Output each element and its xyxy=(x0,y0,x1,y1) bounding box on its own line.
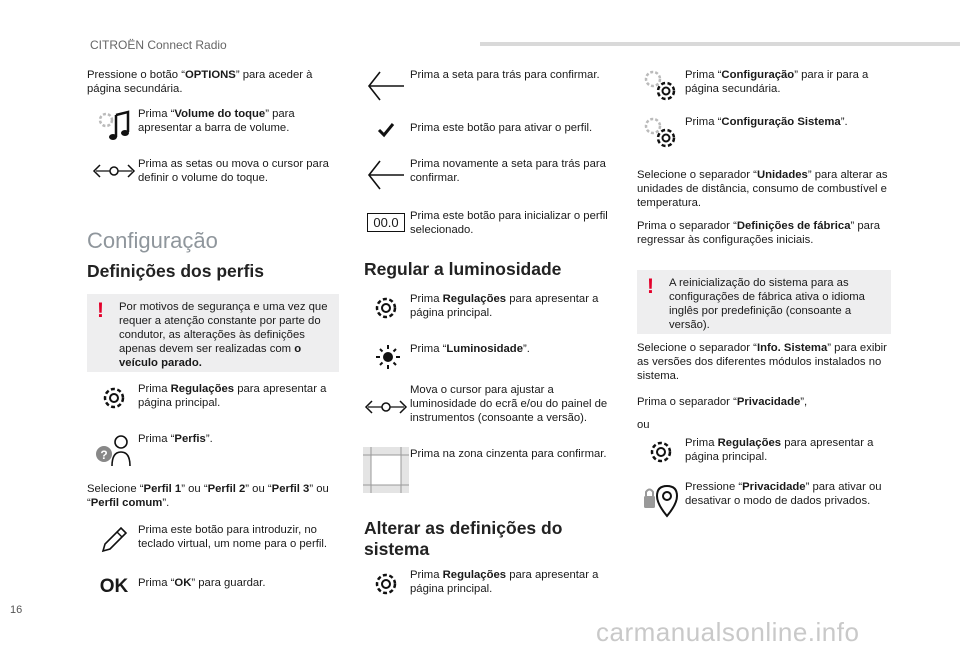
reset-row xyxy=(362,209,612,249)
grey-zone-icon xyxy=(362,447,410,493)
sys-config-row xyxy=(637,115,892,155)
pencil-row xyxy=(90,523,340,563)
or-text: ou xyxy=(637,419,650,431)
svg-text:?: ? xyxy=(100,448,108,462)
ok-icon: OK xyxy=(99,576,129,597)
select-profile-text: Selecione “Perfil 1” ou “Perfil 2” ou “Perfil 3” ou “Perfil comum”. xyxy=(87,483,329,509)
section-heading-config: Configuração xyxy=(87,228,218,253)
check-row xyxy=(362,121,612,143)
brightness-settings-text: Prima Regulações para apresentar a página principal. xyxy=(410,293,599,319)
privacy-text: Prima o separador “Privacidade”, xyxy=(637,396,808,408)
settings-text: Prima Regulações para apresentar a página principal. xyxy=(138,383,327,409)
cursor-row xyxy=(362,383,612,433)
back2-text: Prima novamente a seta para trás para confirmar. xyxy=(410,158,606,184)
double-gear-icon xyxy=(637,115,685,155)
watermark: carmanualsonline.info xyxy=(596,617,860,647)
back2-row xyxy=(362,157,612,197)
factory-text: Prima o separador “Definições de fábrica” para regressar às configurações iniciais. xyxy=(637,220,880,246)
double-gear-icon xyxy=(637,68,685,108)
grey-zone-row xyxy=(362,447,612,493)
heading-system: Alterar as definições do sistema xyxy=(364,518,563,559)
privacy-settings-text: Prima Regulações para apresentar a página principal. xyxy=(685,437,874,463)
system-settings-text: Prima Regulações para apresentar a página principal. xyxy=(410,569,599,595)
slider-arrows-icon xyxy=(90,157,138,197)
gear-icon xyxy=(90,382,138,422)
check-text: Prima este botão para ativar o perfil. xyxy=(410,122,593,134)
volume-text: Prima “Volume do toque” para apresentar a barra de volume. xyxy=(138,108,295,134)
safety-warning: ! Por motivos de segurança e uma vez que requer a atenção constante por parte do condutor, as alterações às definições apenas devem ser realizadas com o veículo parado. xyxy=(87,294,339,372)
privacy-toggle-text: Pressione “Privacidade” para ativar ou desativar o modo de dados privados. xyxy=(685,481,882,507)
brightness-icon xyxy=(362,342,410,382)
pencil-icon xyxy=(90,523,138,563)
reset-text: Prima este botão para inicializar o perfil selecionado. xyxy=(410,210,608,236)
back-arrow-icon xyxy=(362,68,410,108)
ok-text: Prima “OK” para guardar. xyxy=(138,577,266,589)
page-number: 16 xyxy=(10,604,23,616)
gear-music-icon xyxy=(90,107,138,147)
volume-row xyxy=(90,107,340,147)
warning-icon: ! xyxy=(647,275,654,298)
units-text: Selecione o separador “Unidades” para alterar as unidades de distância, consumo de combustível e temperatura. xyxy=(637,169,888,209)
cursor-text: Mova o cursor para ajustar a luminosidade do ecrã e/ou do painel de instrumentos (consoante a versão). xyxy=(410,384,608,424)
checkmark-icon xyxy=(362,121,410,143)
system-settings-row xyxy=(362,568,612,608)
profile-icon xyxy=(90,432,138,472)
profiles-row xyxy=(90,432,340,472)
header-title: CITROËN Connect Radio xyxy=(90,38,227,52)
reset-counter-icon: 00.0 xyxy=(362,209,410,249)
warning-icon: ! xyxy=(97,299,104,322)
settings-row xyxy=(90,382,340,422)
profiles-text: Prima “Perfis”. xyxy=(138,433,213,445)
arrows-text: Prima as setas ou mova o cursor para definir o volume do toque. xyxy=(138,158,329,184)
sys-config-text: Prima “Configuração Sistema”. xyxy=(685,116,848,128)
gear-icon xyxy=(637,436,685,476)
config-row xyxy=(637,68,892,108)
heading-brightness: Regular a luminosidade xyxy=(364,259,562,279)
privacy-toggle-row xyxy=(637,480,892,520)
subheading-profiles: Definições dos perfis xyxy=(87,261,264,281)
brightness-text: Prima “Luminosidade”. xyxy=(410,343,530,355)
brightness-settings-row xyxy=(362,292,612,332)
slider-arrows-icon xyxy=(362,383,410,433)
gear-icon xyxy=(362,292,410,332)
arrows-row xyxy=(90,157,340,197)
pencil-text: Prima este botão para introduzir, no teclado virtual, um nome para o perfil. xyxy=(138,524,328,550)
gear-icon xyxy=(362,568,410,608)
ok-row xyxy=(90,576,340,616)
header-divider xyxy=(480,42,960,46)
config-text: Prima “Configuração” para ir para a página secundária. xyxy=(685,69,869,95)
intro-text: Pressione o botão “OPTIONS” para aceder à página secundária. xyxy=(87,69,313,95)
factory-warning: ! A reinicialização do sistema para as configurações de fábrica ativa o idioma inglês por predefinição (consoante a versão). xyxy=(637,270,891,334)
info-text: Selecione o separador “Info. Sistema” para exibir as versões dos diferentes módulos instalados no sistema. xyxy=(637,342,887,382)
privacy-settings-row xyxy=(637,436,892,476)
grey-zone-text: Prima na zona cinzenta para confirmar. xyxy=(410,448,607,460)
brightness-row xyxy=(362,342,612,382)
back-arrow-icon xyxy=(362,157,410,197)
back1-row xyxy=(362,68,612,108)
lock-location-icon xyxy=(637,480,685,520)
back1-text: Prima a seta para trás para confirmar. xyxy=(410,69,600,81)
